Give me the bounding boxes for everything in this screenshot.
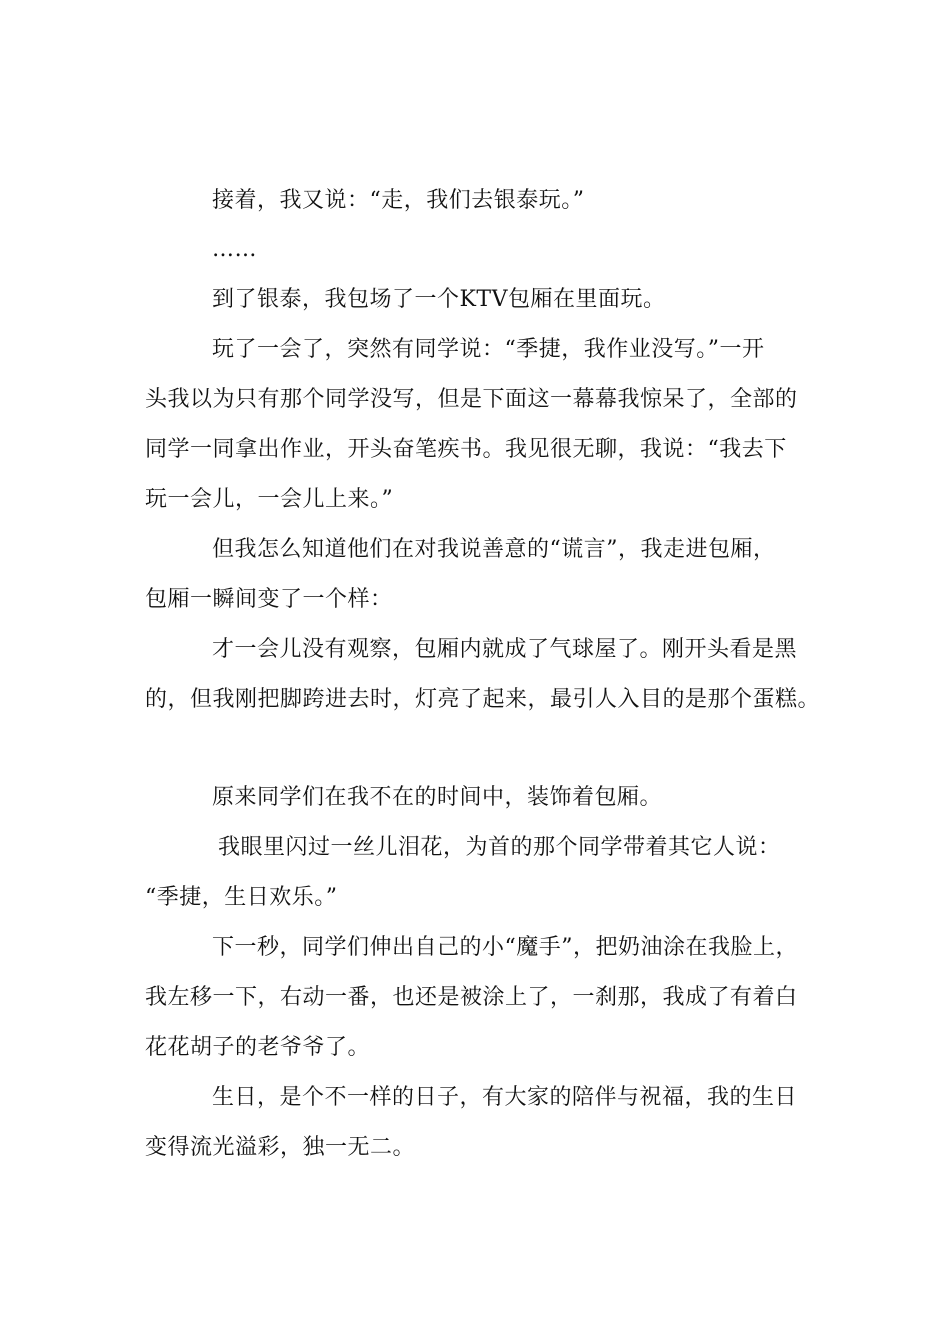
text-line-12: 原来同学们在我不在的时间中，装饰着包厢。: [212, 785, 663, 810]
text-line-7: 玩一会儿，一会儿上来。”: [145, 487, 394, 512]
text-line-5: 头我以为只有那个同学没写，但是下面这一幕幕我惊呆了，全部的: [145, 387, 798, 412]
text-line-4: 玩了一会了，突然有同学说：“季捷，我作业没写。”一开: [212, 337, 765, 362]
text-line-8: 但我怎么知道他们在对我说善意的“谎言”，我走进包厢，: [212, 537, 776, 562]
text-line-16: 我左移一下，右动一番，也还是被涂上了，一刹那，我成了有着白: [145, 985, 798, 1010]
text-line-9: 包厢一瞬间变了一个样：: [145, 587, 393, 612]
text-line-14: “季捷，生日欢乐。”: [145, 885, 338, 910]
text-line-10: 才一会儿没有观察，包厢内就成了气球屋了。刚开头看是黑: [212, 637, 798, 662]
text-line-11: 的，但我刚把脚跨进去时，灯亮了起来，最引人入目的是那个蛋糕。: [145, 687, 821, 712]
text-line-15: 下一秒，同学们伸出自己的小“魔手”，把奶油涂在我脸上，: [212, 935, 798, 960]
text-line-1: 接着，我又说：“走，我们去银泰玩。”: [212, 188, 585, 213]
text-line-13: 我眼里闪过一丝儿泪花，为首的那个同学带着其它人说：: [218, 835, 781, 860]
text-line-3: 到了银泰，我包场了一个KTV包厢在里面玩。: [212, 287, 666, 312]
text-line-2: ……: [212, 237, 257, 262]
text-line-19: 变得流光溢彩，独一无二。: [145, 1135, 416, 1160]
text-line-18: 生日，是个不一样的日子，有大家的陪伴与祝福，我的生日: [212, 1085, 798, 1110]
text-line-6: 同学一同拿出作业，开头奋笔疾书。我见很无聊，我说：“我去下: [145, 437, 787, 462]
text-line-17: 花花胡子的老爷爷了。: [145, 1035, 371, 1060]
